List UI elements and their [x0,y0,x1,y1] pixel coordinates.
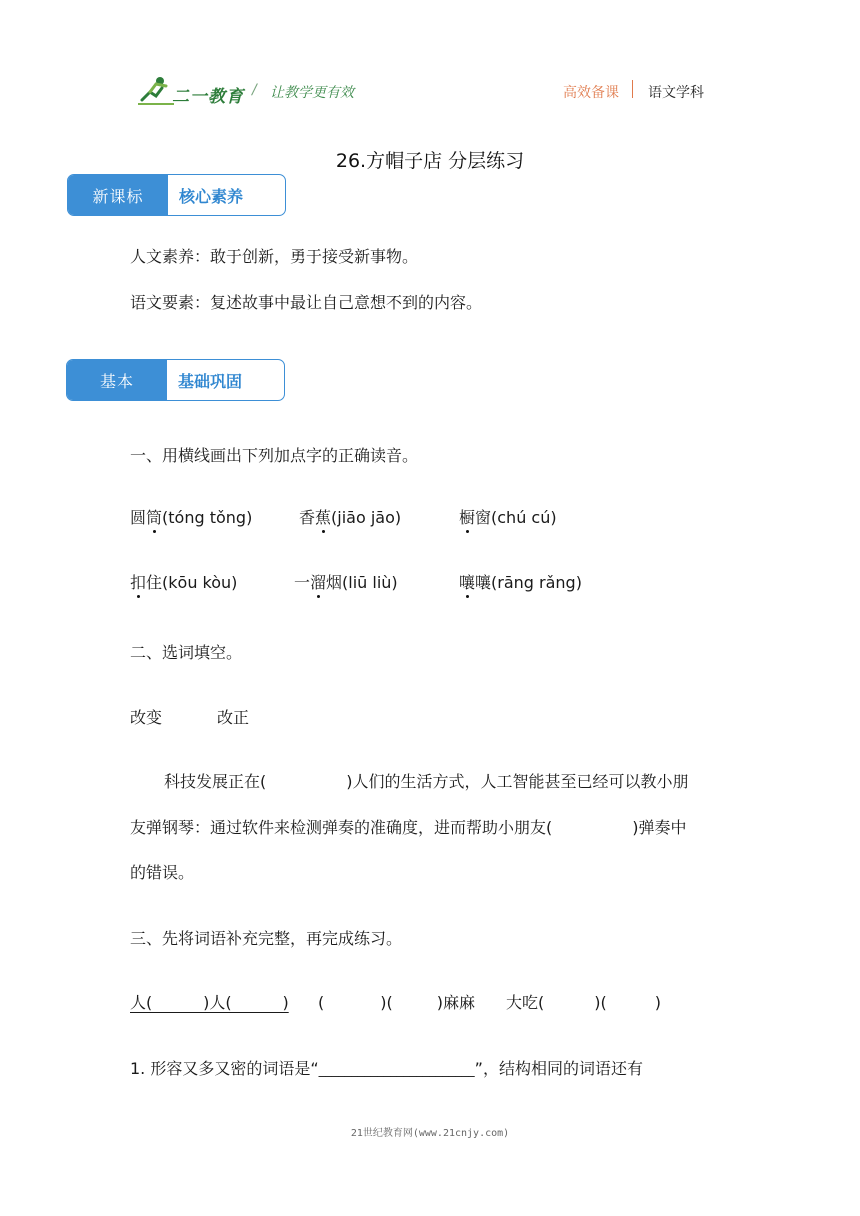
pinyin-item [294,570,398,593]
idiom-text: ( [318,993,325,1012]
dotted-char: 嚷 [459,570,475,593]
pinyin-item [459,505,557,528]
item-text: 圆 [130,508,147,527]
header-divider [632,80,633,98]
sentence-text: )人们的生活方式，人工智能甚至已经可以教小朋 [346,772,689,791]
item-pinyin: 烟(liū liù) [326,573,398,592]
word-choice: 改变 [130,708,163,727]
idiom-text: )( [594,993,607,1012]
sub-question-text: 1. 形容又多又密的词语是“ [130,1059,319,1078]
section-badge-core [67,174,286,216]
pinyin-item [130,570,237,593]
dotted-char: 筒 [146,505,162,528]
sentence-text: 友弹钢琴：通过软件来检测弹奏的准确度，进而帮助小朋友( [130,818,553,837]
header-tag-prep: 高效备课 [563,85,619,101]
item-pinyin: 嚷(rāng rǎng) [475,573,582,592]
runner-logo-icon [136,74,176,108]
literacy-humanities: 人文素养：敢于创新，勇于接受新事物。 [130,247,419,266]
idiom-text: ) [654,993,661,1012]
page-title: 26.方帽子店 分层练习 [335,150,525,172]
idiom-blank-2[interactable] [318,990,475,1013]
fill-blank-line: 的错误。 [130,863,195,882]
dotted-char: 溜 [310,570,326,593]
brand-name: 二一教育 [172,87,244,107]
idiom-text: )麻麻 [436,993,475,1012]
item-pinyin: (jiāo jāo) [331,508,402,527]
section-badge-basic [66,359,285,401]
section-badge-title: 核心素养 [179,186,244,206]
sub-question-text: ”，结构相同的词语还有 [474,1059,643,1078]
sentence-text: 科技发展正在( [164,772,267,791]
dotted-char: 扣 [130,570,146,593]
item-pinyin: (tóng tǒng) [162,508,253,527]
section-badge-label: 基本 [67,360,167,400]
idiom-blank-3[interactable] [506,990,661,1013]
item-pinyin: 住(kōu kòu) [146,573,238,592]
fill-blank-line [130,815,687,838]
brand-slogan: 让教学更有效 [270,85,354,101]
question-2-heading: 二、选词填空。 [130,643,243,662]
pinyin-item [459,570,582,593]
page-footer: 21世纪教育网(www.21cnjy.com) [350,1128,510,1139]
dotted-char: 蕉 [315,505,331,528]
dotted-char: 橱 [459,505,475,528]
question-1-heading: 一、用横线画出下列加点字的正确读音。 [130,446,419,465]
sentence-text: )弹奏中 [632,818,687,837]
fill-blank-line [164,769,689,792]
idiom-blank-1[interactable]: 人( )人( ) [130,993,289,1012]
section-badge-title: 基础巩固 [178,371,243,391]
sub-question-1 [130,1056,643,1079]
item-text: 香 [299,508,316,527]
answer-blank[interactable]: ________________________ [318,1063,475,1078]
header-slash: / [252,82,257,98]
question-3-heading: 三、先将词语补充完整，再完成练习。 [130,929,403,948]
header-tag-subject: 语文学科 [648,85,704,101]
item-pinyin: 窗(chú cú) [475,508,557,527]
literacy-language: 语文要素：复述故事中最让自己意想不到的内容。 [130,293,483,312]
idiom-text: 大吃( [506,993,545,1012]
pinyin-item [299,505,401,528]
pinyin-item [130,505,252,528]
word-choice: 改正 [217,708,250,727]
item-text: 一 [294,573,311,592]
section-badge-label: 新课标 [68,175,168,215]
idiom-text: )( [380,993,393,1012]
